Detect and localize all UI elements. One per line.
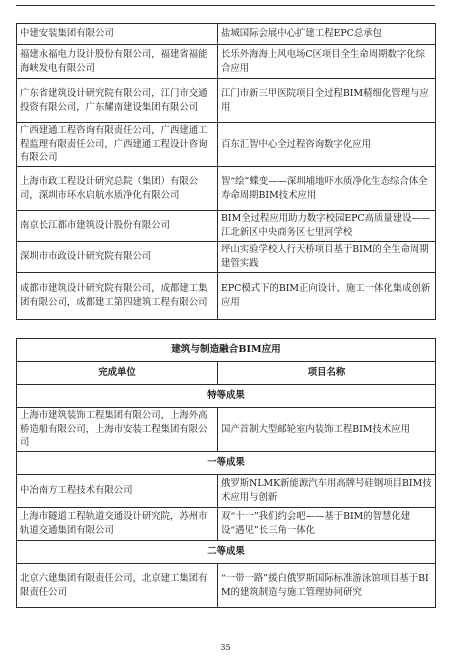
category-row: [17, 452, 436, 475]
table-row: [17, 508, 436, 541]
project-cell: 江门市新三甲医院项目全过程BIM精细化管理与应用: [218, 79, 436, 123]
unit-cell: 上海市政工程设计研究总院（集团）有限公司，深圳市环水启航水质净化有限公司: [17, 167, 218, 211]
unit-cell: 北京六建集团有限责任公司，北京建工集团有限责任公司: [17, 564, 218, 608]
table-row: [17, 242, 436, 273]
unit-cell: 广东省建筑设计研究院有限公司，江门市交通投资有限公司，广东耀南建设集团有限公司: [17, 79, 218, 123]
category-row: [17, 385, 436, 408]
table-header-row: [17, 362, 436, 385]
unit-cell: 上海市隧道工程轨道交通设计研究院，苏州市轨道交通集团有限公司: [17, 508, 218, 541]
project-cell: 盐城国际会展中心扩建工程EPC总承包: [218, 24, 436, 45]
project-cell: BIM全过程应用助力数字校园EPC高质量建设——江北新区中央商务区七里河学校: [218, 211, 436, 242]
header-unit: 完成单位: [17, 362, 218, 385]
project-cell: 双“十一”我们约会吧——基于BIM的智慧化建设“遇见”长三角一体化: [218, 508, 436, 541]
project-cell: 国产首制大型邮轮室内装饰工程BIM技术应用: [218, 408, 436, 452]
category-label: 二等成果: [17, 541, 436, 564]
unit-cell: 中冶南方工程技术有限公司: [17, 475, 218, 508]
project-cell: 智“绘”蝶变——深圳埔地吓水质净化生态综合体全寿命周期BIM技术应用: [218, 167, 436, 211]
awards-table-continued: [16, 23, 436, 320]
unit-cell: 南京长江都市建筑设计股份有限公司: [17, 211, 218, 242]
unit-cell: 广西建通工程咨询有限责任公司，广西建通工程监理有限责任公司，广西建通工程设计咨询有限公司: [17, 123, 218, 167]
table-row: [17, 24, 436, 45]
bim-awards-table: [16, 338, 436, 608]
category-label: 特等成果: [17, 385, 436, 408]
project-cell: “一带一路”援白俄罗斯国际标准游泳馆项目基于BIM的建筑制造与施工管理协同研究: [218, 564, 436, 608]
table-title: 建筑与制造融合BIM应用: [17, 339, 436, 362]
unit-cell: 上海市建筑装饰工程集团有限公司，上海外高桥造船有限公司，上海市安装工程集团有限公司: [17, 408, 218, 452]
table-row: [17, 564, 436, 608]
project-cell: EPC模式下的BIM正向设计、施工一体化集成创新应用: [218, 273, 436, 320]
project-cell: 百东汇智中心全过程咨询数字化应用: [218, 123, 436, 167]
unit-cell: 福建永福电力设计股份有限公司，福建省福能海峡发电有限公司: [17, 45, 218, 79]
table-row: [17, 475, 436, 508]
table-row: [17, 408, 436, 452]
table-row: [17, 167, 436, 211]
project-cell: 俄罗斯NLMK新能源汽车用高牌号硅钢项目BIM技术应用与创新: [218, 475, 436, 508]
unit-cell: 深圳市市政设计研究院有限公司: [17, 242, 218, 273]
table-row: [17, 123, 436, 167]
category-label: 一等成果: [17, 452, 436, 475]
project-cell: 长乐外海海上风电场C区项目全生命周期数字化综合应用: [218, 45, 436, 79]
header-project: 项目名称: [218, 362, 436, 385]
project-cell: 坪山实验学校人行天桥项目基于BIM的全生命周期建管实践: [218, 242, 436, 273]
table-title-row: [17, 339, 436, 362]
table-row: [17, 45, 436, 79]
top-rule: [16, 5, 435, 6]
page-number: 35: [220, 643, 231, 652]
category-row: [17, 541, 436, 564]
unit-cell: 成都市建筑设计研究院有限公司，成都建工集团有限公司，成都建工第四建筑工程有限公司: [17, 273, 218, 320]
table-row: [17, 273, 436, 320]
table-row: [17, 79, 436, 123]
table-row: [17, 211, 436, 242]
unit-cell: 中建安装集团有限公司: [17, 24, 218, 45]
